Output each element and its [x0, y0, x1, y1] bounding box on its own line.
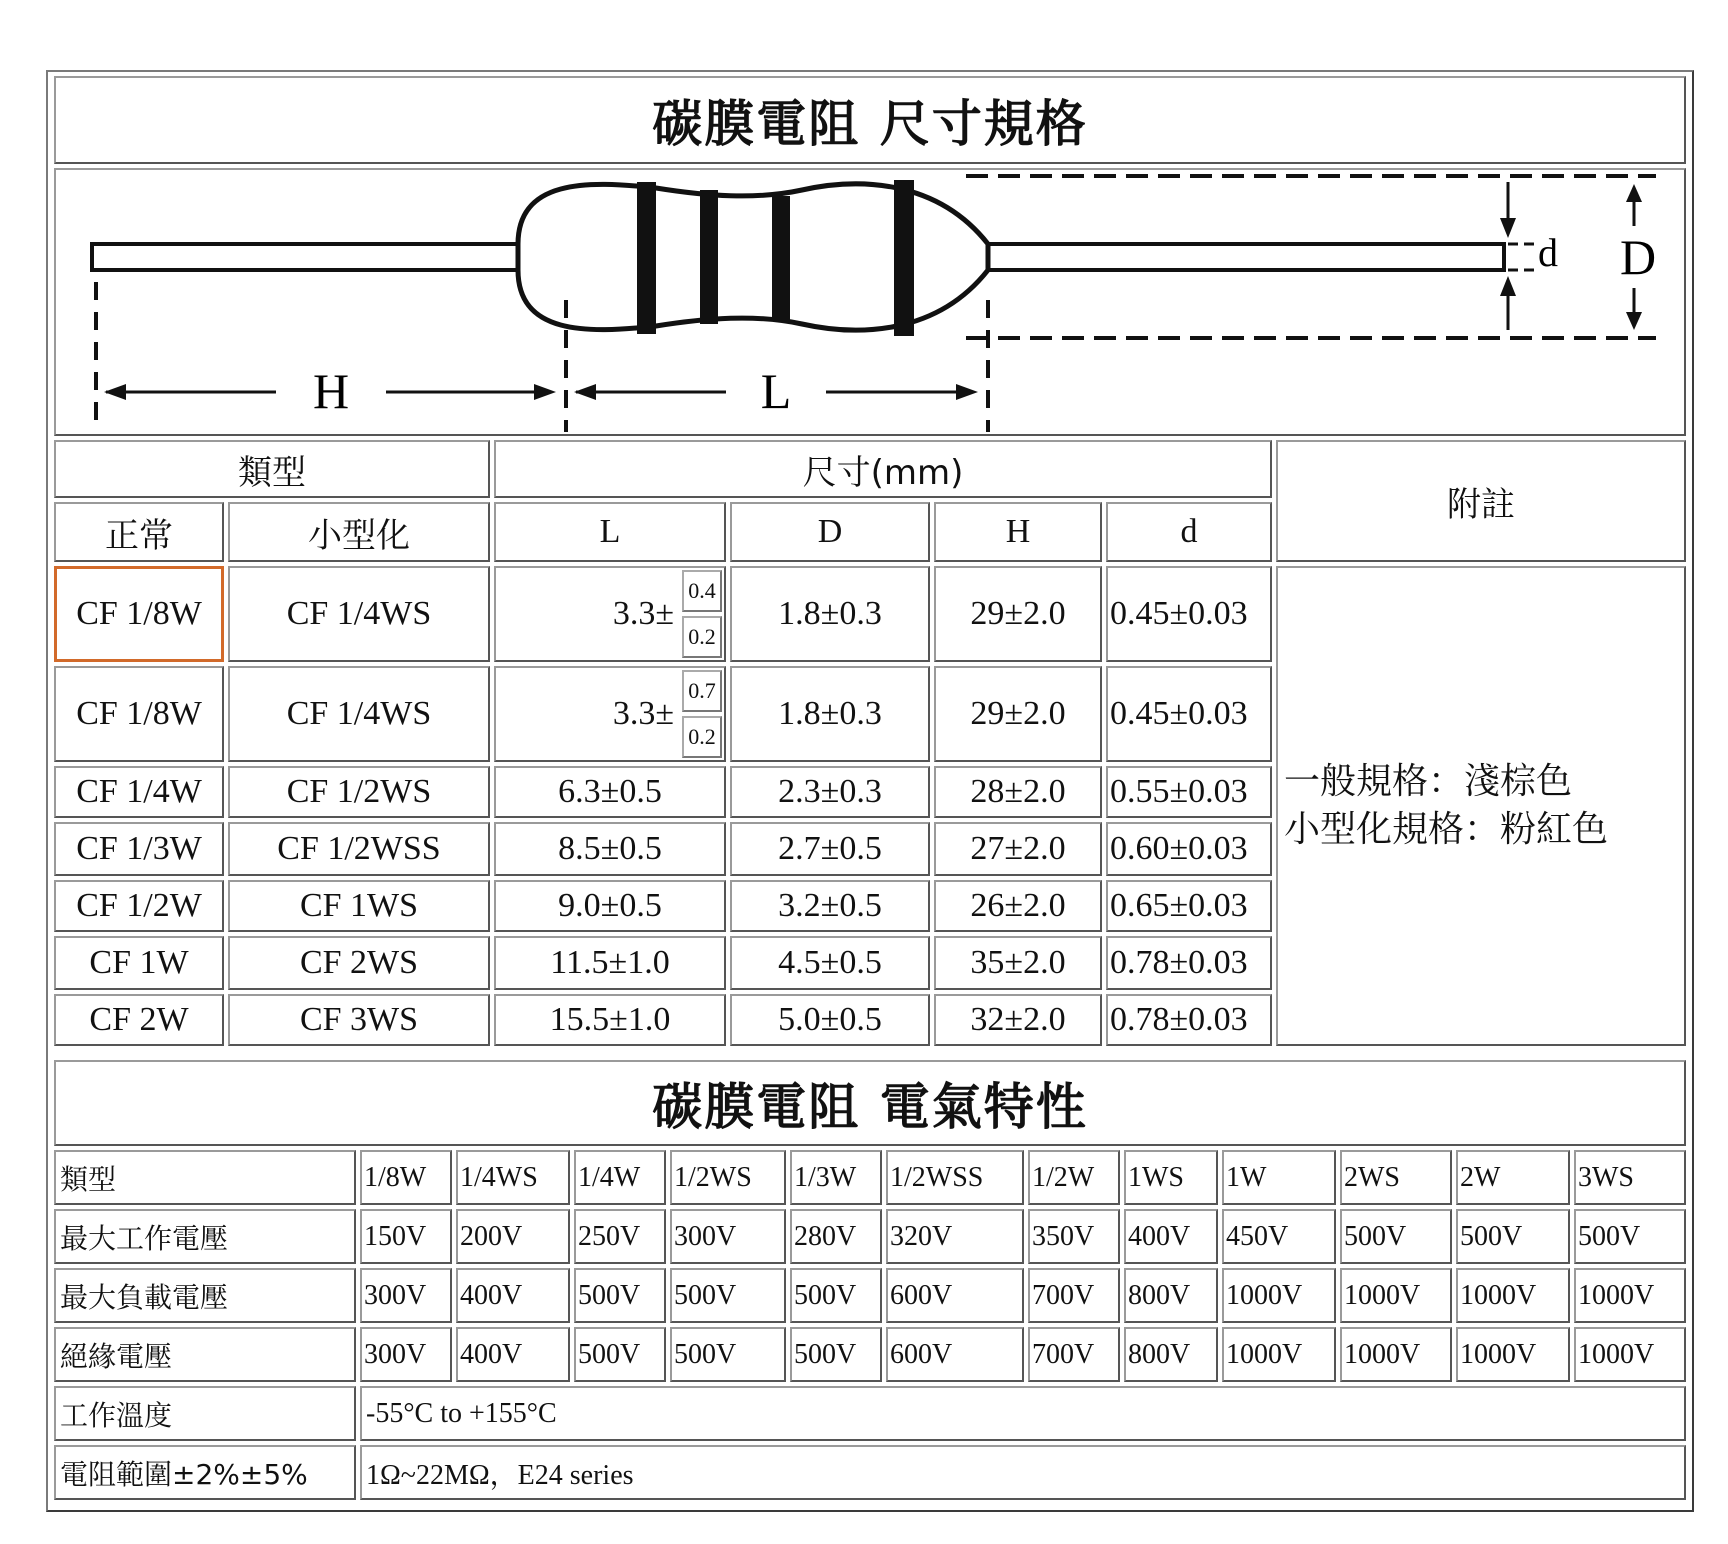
elec-cell: 800V	[1124, 1268, 1218, 1323]
row6-l: 15.5±1.0	[494, 994, 726, 1046]
row3-h: 27±2.0	[934, 822, 1102, 876]
subheader-l: L	[494, 502, 726, 562]
color-band-4	[894, 180, 914, 336]
elec-cell: 1000V	[1574, 1268, 1686, 1323]
elec-cell: 500V	[1340, 1209, 1452, 1264]
elec-cell: 1/2W	[1028, 1150, 1120, 1205]
row6-h: 32±2.0	[934, 994, 1102, 1046]
header-note: 附註	[1276, 440, 1686, 562]
row1-l-plus: 0.7	[682, 670, 722, 712]
label-d-big: D	[1619, 229, 1657, 285]
row5-h: 35±2.0	[934, 936, 1102, 990]
label-l: L	[760, 363, 792, 419]
row4-d-big: 3.2±0.5	[730, 880, 930, 932]
elec-cell: 1000V	[1340, 1327, 1452, 1382]
elec-cell: 500V	[574, 1268, 666, 1323]
resistor-body	[518, 184, 988, 330]
header-size: 尺寸(mm)	[494, 440, 1272, 498]
elec-cell: 500V	[574, 1327, 666, 1382]
elec-cell: 500V	[670, 1327, 786, 1382]
color-band-2	[700, 190, 718, 324]
row2-h: 28±2.0	[934, 766, 1102, 818]
elec-cell: 500V	[670, 1268, 786, 1323]
elec-cell: 1/4W	[574, 1150, 666, 1205]
resistor-drawing	[56, 170, 1684, 434]
subheader-d-big: D	[730, 502, 930, 562]
row5-d-small: 0.78±0.03	[1106, 936, 1272, 990]
elec-cell: 1/8W	[360, 1150, 452, 1205]
elec-cell: 1000V	[1222, 1327, 1336, 1382]
h-arrow-left-head	[104, 384, 126, 400]
row1-l-value: 3.3±	[612, 695, 674, 732]
label-d-small: d	[1538, 230, 1558, 275]
row0-normal: CF 1/8W	[54, 566, 224, 662]
subheader-normal: 正常	[54, 502, 224, 562]
elec-cell: 500V	[1456, 1209, 1570, 1264]
row0-d-big: 1.8±0.3	[730, 566, 930, 662]
elec-cell: 300V	[360, 1327, 452, 1382]
row3-normal: CF 1/3W	[54, 822, 224, 876]
resistance-range-value: 1Ω~22MΩ，E24 series	[360, 1445, 1686, 1500]
row4-l: 9.0±0.5	[494, 880, 726, 932]
left-lead	[92, 244, 522, 270]
row5-mini: CF 2WS	[228, 936, 490, 990]
row3-mini: CF 1/2WSS	[228, 822, 490, 876]
l-arrow-left-head	[574, 384, 596, 400]
electrical-title: 碳膜電阻 電氣特性	[54, 1060, 1686, 1146]
elec-cell: 1000V	[1456, 1268, 1570, 1323]
row1-d-big: 1.8±0.3	[730, 666, 930, 762]
elec-cell: 1/2WS	[670, 1150, 786, 1205]
l-arrow-right-head	[956, 384, 978, 400]
temperature-label: 工作溫度	[54, 1386, 356, 1441]
elec-cell: 280V	[790, 1209, 882, 1264]
color-band-3	[772, 196, 790, 320]
row4-normal: CF 1/2W	[54, 880, 224, 932]
elec-cell: 200V	[456, 1209, 570, 1264]
elec-cell: 600V	[886, 1327, 1024, 1382]
elec-row-label: 類型	[54, 1150, 356, 1205]
d-arrow-top-head	[1500, 218, 1516, 238]
row5-l: 11.5±1.0	[494, 936, 726, 990]
row3-l: 8.5±0.5	[494, 822, 726, 876]
row0-l-plus: 0.4	[682, 570, 722, 612]
big-d-arrow-bottom-head	[1626, 312, 1642, 330]
elec-cell: 1/4WS	[456, 1150, 570, 1205]
elec-cell: 1W	[1222, 1150, 1336, 1205]
elec-cell: 500V	[790, 1268, 882, 1323]
row1-l-minus: 0.2	[682, 716, 722, 758]
d-arrow-bottom-head	[1500, 276, 1516, 296]
header-type: 類型	[54, 440, 490, 498]
elec-cell: 600V	[886, 1268, 1024, 1323]
row0-d-small: 0.45±0.03	[1106, 566, 1272, 662]
elec-cell: 1000V	[1222, 1268, 1336, 1323]
subheader-d-small: d	[1106, 502, 1272, 562]
row6-normal: CF 2W	[54, 994, 224, 1046]
row1-mini: CF 1/4WS	[228, 666, 490, 762]
elec-cell: 300V	[360, 1268, 452, 1323]
elec-cell: 400V	[456, 1268, 570, 1323]
elec-cell: 500V	[790, 1327, 882, 1382]
elec-cell: 400V	[1124, 1209, 1218, 1264]
row5-normal: CF 1W	[54, 936, 224, 990]
color-band-1	[637, 182, 656, 334]
dimension-title: 碳膜電阻 尺寸規格	[54, 76, 1686, 164]
elec-cell: 300V	[670, 1209, 786, 1264]
row1-h: 29±2.0	[934, 666, 1102, 762]
elec-cell: 450V	[1222, 1209, 1336, 1264]
elec-cell: 2WS	[1340, 1150, 1452, 1205]
row0-l-minus: 0.2	[682, 616, 722, 658]
elec-cell: 1WS	[1124, 1150, 1218, 1205]
row1-normal: CF 1/8W	[54, 666, 224, 762]
elec-cell: 250V	[574, 1209, 666, 1264]
elec-cell: 1/3W	[790, 1150, 882, 1205]
row2-mini: CF 1/2WS	[228, 766, 490, 818]
row5-d-big: 4.5±0.5	[730, 936, 930, 990]
temperature-value: -55°C to +155°C	[360, 1386, 1686, 1441]
row4-d-small: 0.65±0.03	[1106, 880, 1272, 932]
right-lead	[988, 244, 1504, 270]
row4-mini: CF 1WS	[228, 880, 490, 932]
elec-cell: 400V	[456, 1327, 570, 1382]
row0-h: 29±2.0	[934, 566, 1102, 662]
row6-mini: CF 3WS	[228, 994, 490, 1046]
row2-l: 6.3±0.5	[494, 766, 726, 818]
h-arrow-right-head	[534, 384, 556, 400]
note-cell	[1276, 566, 1686, 1046]
elec-cell: 3WS	[1574, 1150, 1686, 1205]
elec-cell: 700V	[1028, 1268, 1120, 1323]
elec-cell: 150V	[360, 1209, 452, 1264]
elec-cell: 800V	[1124, 1327, 1218, 1382]
row3-d-small: 0.60±0.03	[1106, 822, 1272, 876]
row0-l-value: 3.3±	[612, 595, 674, 632]
subheader-mini: 小型化	[228, 502, 490, 562]
resistor-diagram	[54, 168, 1686, 436]
elec-cell: 320V	[886, 1209, 1024, 1264]
row3-d-big: 2.7±0.5	[730, 822, 930, 876]
elec-cell: 2W	[1456, 1150, 1570, 1205]
row1-d-small: 0.45±0.03	[1106, 666, 1272, 762]
row4-h: 26±2.0	[934, 880, 1102, 932]
elec-cell: 1000V	[1340, 1268, 1452, 1323]
elec-cell: 350V	[1028, 1209, 1120, 1264]
elec-cell: 500V	[1574, 1209, 1686, 1264]
row6-d-big: 5.0±0.5	[730, 994, 930, 1046]
elec-cell: 1000V	[1456, 1327, 1570, 1382]
row2-normal: CF 1/4W	[54, 766, 224, 818]
row2-d-big: 2.3±0.3	[730, 766, 930, 818]
row2-d-small: 0.55±0.03	[1106, 766, 1272, 818]
elec-cell: 1/2WSS	[886, 1150, 1024, 1205]
note-line-1: 一般規格：淺棕色	[1284, 761, 1573, 802]
resistance-range-label: 電阻範圍±2%±5%	[54, 1445, 356, 1500]
row0-mini: CF 1/4WS	[228, 566, 490, 662]
big-d-arrow-top-head	[1626, 184, 1642, 202]
elec-row-label: 最大工作電壓	[54, 1209, 356, 1264]
elec-cell: 1000V	[1574, 1327, 1686, 1382]
elec-row-label: 最大負載電壓	[54, 1268, 356, 1323]
elec-row-label: 絕緣電壓	[54, 1327, 356, 1382]
subheader-h: H	[934, 502, 1102, 562]
label-h: H	[312, 363, 350, 419]
elec-cell: 700V	[1028, 1327, 1120, 1382]
note-line-2: 小型化規格：粉紅色	[1284, 809, 1609, 850]
row6-d-small: 0.78±0.03	[1106, 994, 1272, 1046]
